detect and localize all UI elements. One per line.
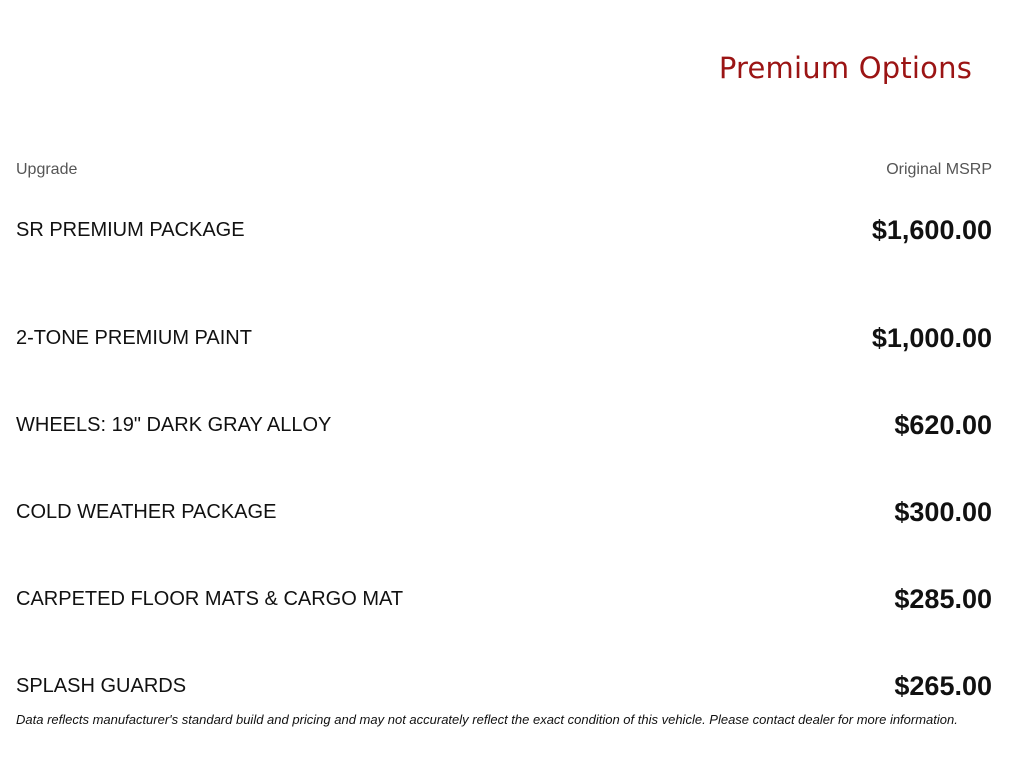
page-title: Premium Options xyxy=(718,51,972,85)
option-rows xyxy=(16,208,992,730)
table-row xyxy=(16,295,992,382)
table-row xyxy=(16,469,992,556)
msrp-column-header: Original MSRP xyxy=(886,161,992,178)
option-name: CARPETED FLOOR MATS & CARGO MAT xyxy=(16,588,404,610)
table-row xyxy=(16,556,992,643)
option-name: 2-TONE PREMIUM PAINT xyxy=(16,327,252,349)
option-price: $265.00 xyxy=(894,671,992,701)
table-header xyxy=(16,160,992,180)
premium-options-table xyxy=(16,160,992,730)
option-price: $1,600.00 xyxy=(871,214,992,245)
option-price: $300.00 xyxy=(894,497,992,527)
option-price: $1,000.00 xyxy=(871,323,992,353)
disclaimer-text: Data reflects manufacturer's standard build and pricing and may not accurately reflect the exact condition of this vehicle. Please contact dealer for more information. xyxy=(16,712,958,727)
option-name: SR PREMIUM PACKAGE xyxy=(16,218,245,241)
table-row xyxy=(16,382,992,469)
option-name: COLD WEATHER PACKAGE xyxy=(16,501,277,523)
table-row xyxy=(16,208,992,252)
option-price: $620.00 xyxy=(894,410,992,440)
option-price: $285.00 xyxy=(894,584,992,614)
option-name: WHEELS: 19" DARK GRAY ALLOY xyxy=(16,414,332,436)
upgrade-column-header: Upgrade xyxy=(16,161,78,178)
option-name: SPLASH GUARDS xyxy=(16,675,187,697)
